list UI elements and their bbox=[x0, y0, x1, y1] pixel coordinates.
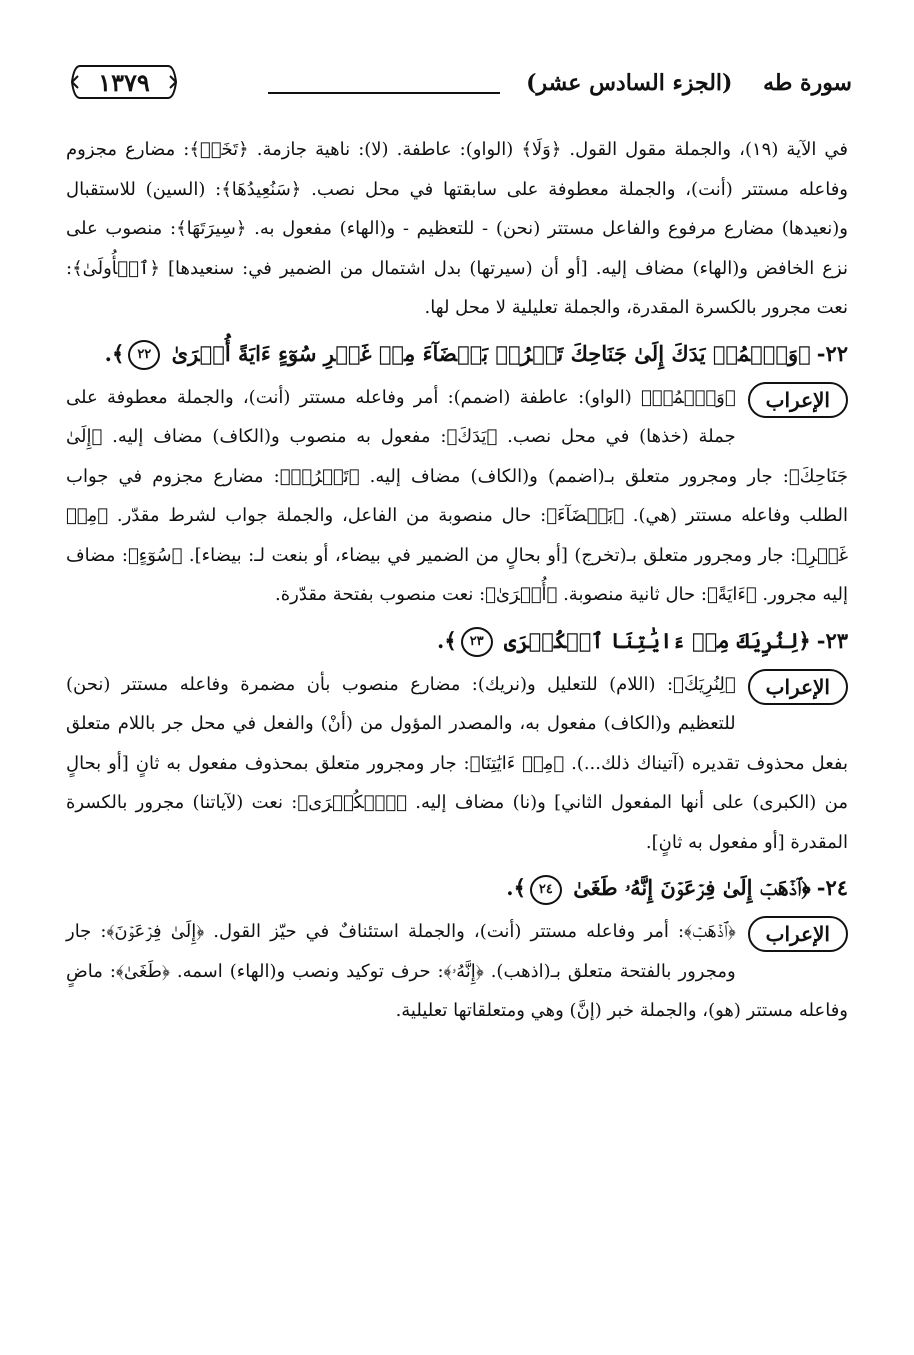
section-verse-22 bbox=[66, 334, 848, 615]
page-content bbox=[66, 130, 848, 1037]
ayah-end-marker: ٢٣ bbox=[461, 627, 493, 657]
irab-badge: الإعراب bbox=[748, 382, 848, 418]
page-number: ١٣٧٩ bbox=[98, 67, 150, 97]
juz-label: (الجزء السادس عشر) bbox=[526, 70, 733, 96]
verse-close: ﴾. bbox=[437, 627, 457, 653]
ayah-end-marker: ٢٢ bbox=[128, 340, 160, 370]
header-rule bbox=[268, 92, 500, 94]
verse-close: ﴾. bbox=[506, 875, 526, 900]
verse-line bbox=[66, 334, 848, 374]
irab-paragraph: ﴿وَٱضۡمُمۡ﴾ (الواو): عاطفة (اضمم): أمر وفاعله مستتر (أنت)، والجملة معطوفة على جملة (خذها) في محل نصب. ﴿يَدَكَ﴾: مفعول به منصوب و(الكاف) مضاف إليه. ﴿إِلَىٰ جَنَاحِكَ﴾: جار ومجرور متعلق بـ(اضمم) و(الكاف) مضاف إليه. ﴿تَخۡرُجۡ﴾: مضارع مجزوم في جواب الطلب وفاعله مستتر (هي). ﴿بَيۡضَآءَ﴾: حال منصوبة من الفاعل، والجملة جواب لشرط مقدّر. ﴿مِنۡ غَيۡرِ﴾: جار ومجرور متعلق بـ(تخرج) [أو بحالٍ من الضمير في بيضاء، أو بنعت لـ: بيضاء]. ﴿سُوٓءٍ﴾: مضاف إليه مجرور. ﴿ءَايَةً﴾: حال ثانية منصوبة. ﴿أُخۡرَىٰ﴾: نعت منصوب بفتحة مقدّرة. bbox=[66, 386, 848, 605]
irab-paragraph: ﴿لِنُرِيَكَ﴾: (اللام) للتعليل و(نريك): مضارع منصوب بأن مضمرة وفاعله مستتر (نحن) للتعظيم و(الكاف) مفعول به، والمصدر المؤول من (أنْ) والفعل في محل جر باللام متعلق بفعل محذوف تقديره (آتيناك ذلك...). ﴿مِنۡ ءَايَٰتِنَا﴾: جار ومجرور متعلق بمحذوف مفعول به ثانٍ [أو بحالٍ من (الكبرى) على أنها المفعول الثاني] و(نا) مضاف إليه. ﴿ٱلۡكُبۡرَى﴾: نعت (لآياتنا) مجرور بالكسرة المقدرة [أو مفعول به ثانٍ]. bbox=[66, 673, 848, 853]
page-number-frame bbox=[70, 62, 178, 102]
irab-badge: الإعراب bbox=[748, 669, 848, 705]
irab-badge: الإعراب bbox=[748, 916, 848, 952]
ayah-end-marker: ٢٤ bbox=[530, 875, 562, 905]
running-title bbox=[526, 70, 852, 96]
verse-text: ﴿ٱذۡهَبۡ إِلَىٰ فِرۡعَوۡنَ إِنَّهُۥ طَغَىٰ bbox=[573, 875, 811, 900]
verse-number: ٢٢- bbox=[816, 340, 848, 366]
verse-close: ﴾. bbox=[104, 340, 125, 366]
section-verse-23 bbox=[66, 621, 848, 863]
surah-name: سورة طه bbox=[763, 70, 852, 96]
intro-paragraph: في الآية (١٩)، والجملة مقول القول. ﴿وَلَا﴾ (الواو): عاطفة. (لا): ناهية جازمة. ﴿تَخَفۡ﴾: مضارع مجزوم وفاعله مستتر (أنت)، والجملة معطوفة على سابقتها في محل نصب. ﴿سَنُعِيدُهَا﴾: (السين) للاستقبال و(نعيدها) مضارع مرفوع والفاعل مستتر (نحن) - للتعظيم - و(الهاء) مفعول به. ﴿سِيرَتَهَا﴾: منصوب على نزع الخافض و(الهاء) مضاف إليه. [أو أن (سيرتها) بدل اشتمال من الضمير في: سنعيدها] ﴿ٱلۡأُولَىٰ﴾: نعت مجرور بالكسرة المقدرة، والجملة تعليلية لا محل لها. bbox=[66, 139, 849, 318]
verse-line bbox=[66, 621, 848, 661]
verse-text: ﴿لِنُرِيَكَ مِنۡ ءَايَٰتِنَا ٱلۡكُبۡرَى bbox=[503, 627, 811, 653]
verse-number: ٢٤- bbox=[816, 875, 848, 900]
section-verse-24 bbox=[66, 868, 848, 1031]
verse-number: ٢٣- bbox=[816, 627, 848, 653]
page-header bbox=[70, 62, 852, 112]
verse-text: ﴿وَٱضۡمُمۡ يَدَكَ إِلَىٰ جَنَاحِكَ تَخۡرُجۡ بَيۡضَآءَ مِنۡ غَيۡرِ سُوٓءٍ ءَايَةً أُخۡرَىٰ bbox=[171, 340, 811, 366]
irab-paragraph: ﴿ٱذۡهَبۡ﴾: أمر وفاعله مستتر (أنت)، والجملة استئنافٌ في حيّز القول. ﴿إِلَىٰ فِرۡعَوۡنَ﴾: جار ومجرور بالفتحة متعلق بـ(اذهب). ﴿إِنَّهُۥ﴾: حرف توكيد ونصب و(الهاء) اسمه. ﴿طَغَىٰ﴾: ماضٍ وفاعله مستتر (هو)، والجملة خبر (إنَّ) وهي ومتعلقاتها تعليلية. bbox=[66, 921, 848, 1021]
verse-line bbox=[66, 868, 848, 908]
